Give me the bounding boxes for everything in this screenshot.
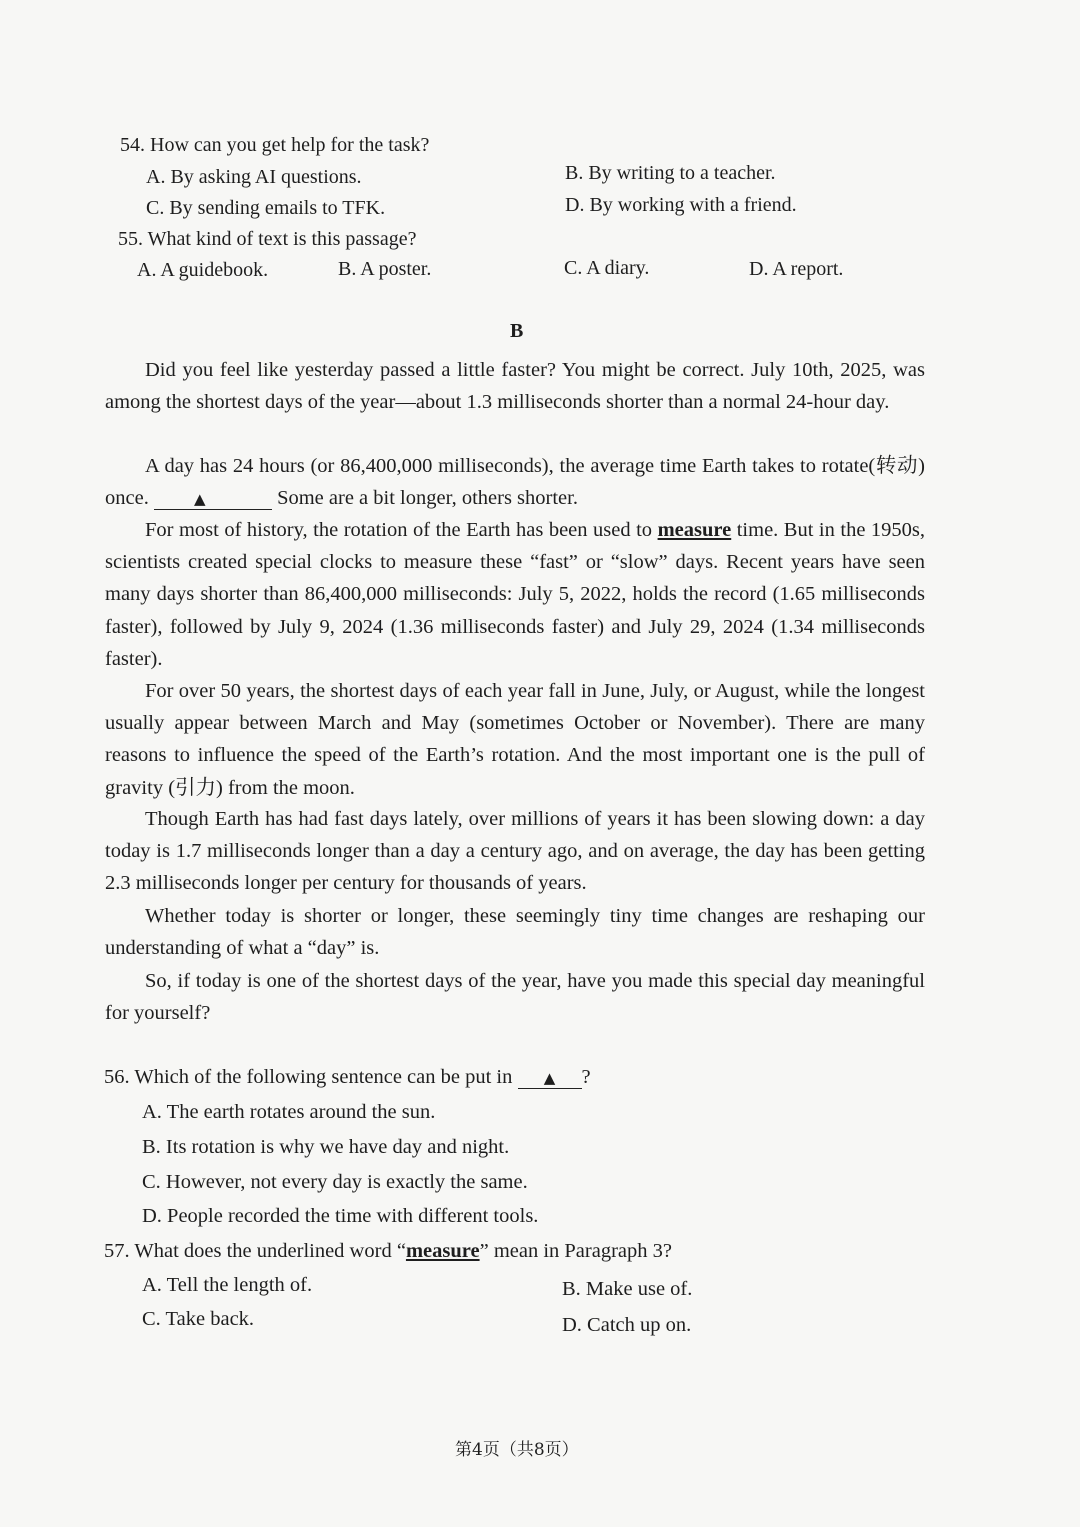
- q54-option-d: D. By working with a friend.: [565, 194, 797, 216]
- q55-option-c: C. A diary.: [564, 257, 650, 279]
- underlined-word-measure: measure: [657, 519, 732, 541]
- q57-option-a: A. Tell the length of.: [142, 1274, 313, 1296]
- page-footer: 第4页（共8页）: [455, 1440, 579, 1460]
- q54-stem: 54. How can you get help for the task?: [120, 134, 430, 156]
- q56-stem: 56. Which of the following sentence can be put in: [104, 1066, 513, 1088]
- passage-paragraph-2: [105, 450, 925, 514]
- q55-option-d: D. A report.: [749, 258, 844, 280]
- passage-paragraph-6: Whether today is shorter or longer, these seemingly tiny time changes are reshaping our understanding of what a “day” is.: [105, 905, 925, 960]
- q57-stem-line: [104, 1240, 672, 1263]
- q55-stem: 55. What kind of text is this passage?: [118, 228, 417, 250]
- q56-option-a: A. The earth rotates around the sun.: [142, 1101, 436, 1123]
- q56-question-mark: ?: [581, 1066, 591, 1088]
- q56-option-b: B. Its rotation is why we have day and night.: [142, 1136, 510, 1158]
- q57-underlined-word: measure: [405, 1240, 480, 1262]
- q57-stem-after: mean in Paragraph 3?: [493, 1240, 672, 1262]
- paragraph-3-text-after: time. But in the 1950s, scientists created special clocks to measure these “fast” or “slow” days. Recent years have seen many days shorter than 86,400,000 milliseconds: July 5, 2022, holds the record (1.65 milliseconds faster), followed by July 9, 2024 (1.36 milliseconds faster) and July 29, 2024 (1.34 milliseconds faster).: [105, 519, 926, 670]
- q56-stem-line: [104, 1066, 591, 1089]
- passage-paragraph-7: So, if today is one of the shortest days of the year, have you made this special day meaningful for yourself?: [105, 970, 925, 1025]
- paragraph-2-text-after: Some are a bit longer, others shorter.: [277, 487, 578, 510]
- paragraph-3-text-before: For most of history, the rotation of the Earth has been used to: [145, 519, 653, 541]
- q57-stem-before: 57. What does the underlined word: [104, 1240, 392, 1262]
- paragraph-2-text-before: A day has 24 hours (or 86,400,000 milliseconds), the average time Earth takes to rotate(转动) once.: [105, 455, 925, 510]
- q54-option-b: B. By writing to a teacher.: [565, 162, 776, 184]
- q57-option-b: B. Make use of.: [562, 1278, 693, 1300]
- q55-option-a: A. A guidebook.: [137, 259, 269, 281]
- q57-option-d: D. Catch up on.: [562, 1314, 692, 1336]
- triangle-marker: ▲: [193, 490, 206, 509]
- passage-paragraph-1: Did you feel like yesterday passed a little faster? You might be correct. July 10th, 2025, was among the shortest days of the year—about 1.3 milliseconds shorter than a normal 24-hour day.: [105, 359, 925, 414]
- q55-option-b: B. A poster.: [338, 258, 432, 280]
- q57-option-c: C. Take back.: [142, 1308, 255, 1330]
- paragraph-2-blank: [154, 488, 272, 510]
- triangle-marker: ▲: [543, 1069, 556, 1087]
- q57-open-quote: “: [396, 1240, 406, 1262]
- q56-option-d: D. People recorded the time with different tools.: [142, 1205, 539, 1227]
- q57-close-quote: ”: [479, 1240, 489, 1262]
- q56-option-c: C. However, not every day is exactly the same.: [142, 1171, 528, 1193]
- q54-option-a: A. By asking AI questions.: [146, 166, 362, 188]
- passage-paragraph-5: Though Earth has had fast days lately, over millions of years it has been slowing down: a day today is 1.7 milliseconds longer than a day a century ago, and on average, the day has been getting 2.3 milliseconds longer per century for thousands of years.: [105, 808, 925, 895]
- passage-paragraph-3: [105, 514, 925, 675]
- section-b-title: B: [510, 320, 524, 342]
- passage-paragraph-4: For over 50 years, the shortest days of each year fall in June, July, or August, while the longest usually appear between March and May (sometimes October or November). There are many reasons to influence the speed of the Earth’s rotation. And the most important one is the pull of gravity (引力) from the moon.: [105, 680, 925, 799]
- q54-option-c: C. By sending emails to TFK.: [146, 197, 386, 219]
- q56-blank: [518, 1067, 582, 1089]
